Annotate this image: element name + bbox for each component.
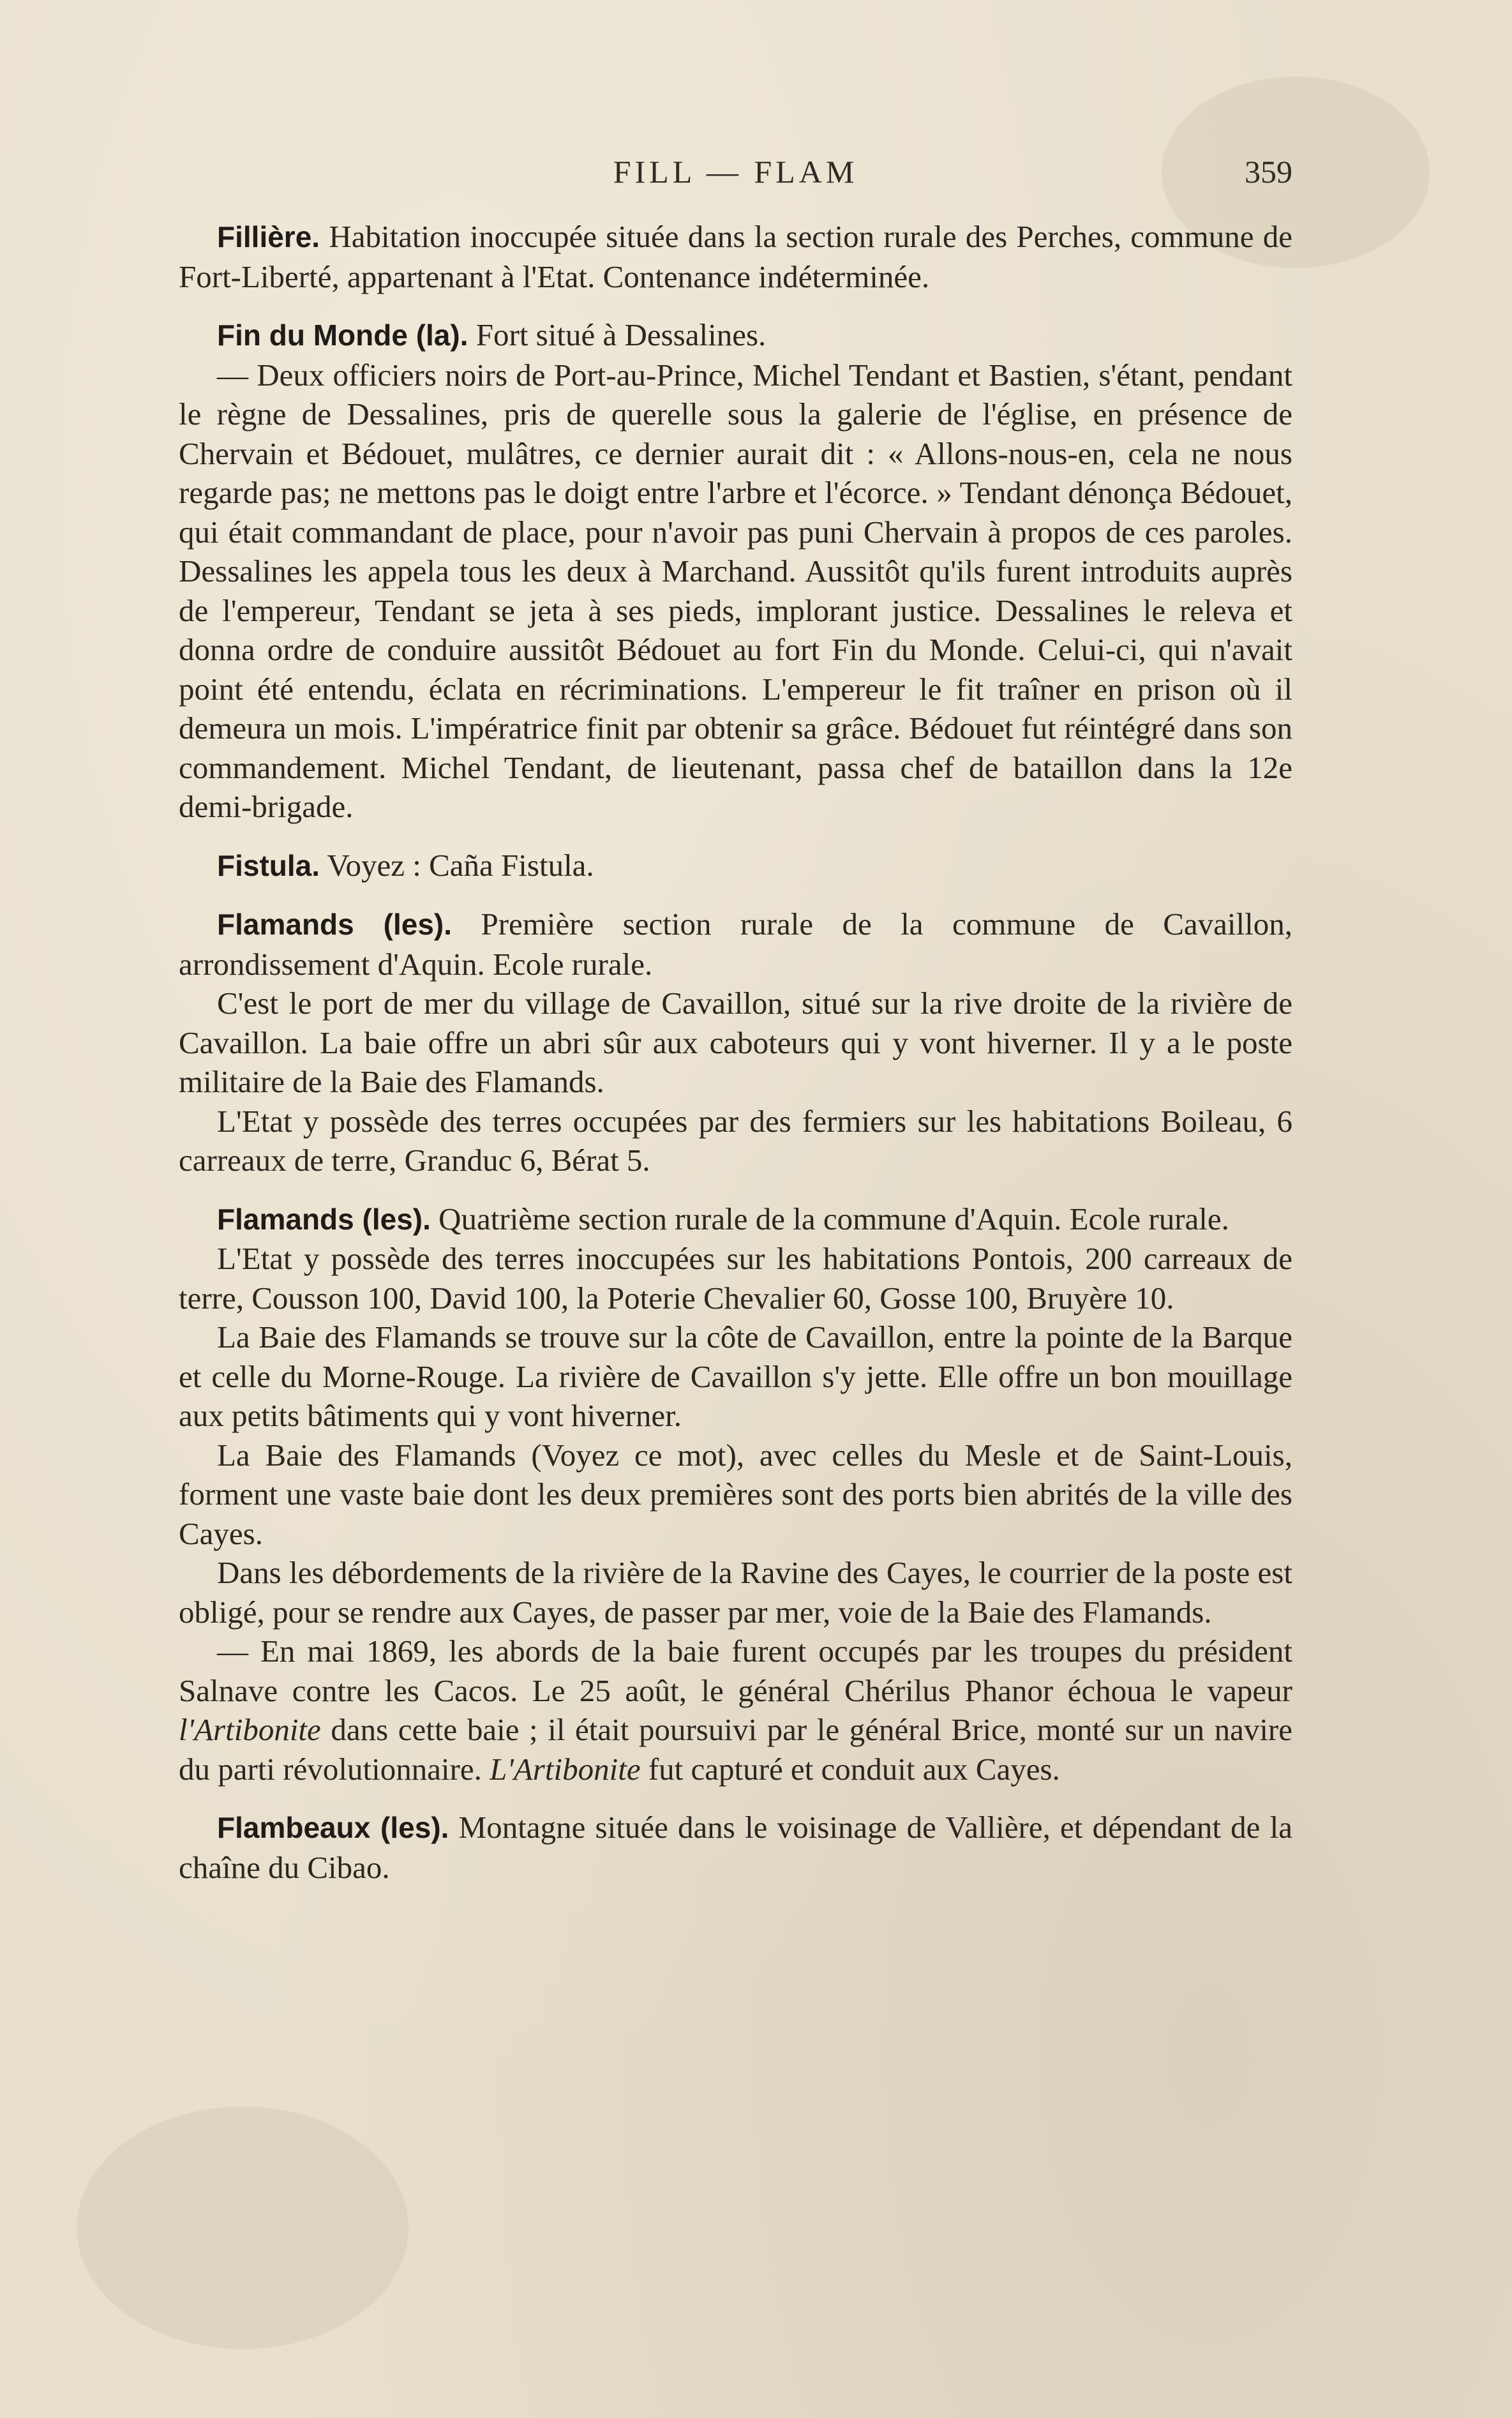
ship-name: l'Artibonite (179, 1712, 321, 1747)
entry-text: Quatrième section rurale de la commune d'Aquin. Ecole rurale. (438, 1201, 1229, 1236)
headword: Fillière. (217, 220, 320, 253)
entry-text: Première section rurale de la commune de Cavaillon, arrondissement d'Aquin. Ecole rurale. (179, 906, 1292, 982)
paper-stain (77, 2106, 408, 2349)
entry-fistula (179, 846, 1292, 886)
entry-text: dans cette baie ; il était poursuivi par le général Brice, monté sur un navire du parti révolutionnaire. (179, 1712, 1292, 1787)
page-header (179, 153, 1292, 198)
entry-paragraph (179, 1632, 1292, 1789)
entry-paragraph: — Deux officiers noirs de Port-au-Prince, Michel Tendant et Bastien, s'étant, pendant le règne de Dessalines, pris de querelle sous la galerie de l'église, en présence de Chervain et Bédouet, mulâtres, ce dernier aurait dit : « Allons-nous-en, cela ne nous regarde pas; ne mettons pas le doigt entre l'arbre et l'écorce. » Tendant dénonça Bédouet, qui était commandant de place, pour n'avoir pas puni Chervain à propos de ces paroles. Dessalines les appela tous les deux à Marchand. Aussitôt qu'ils furent introduits auprès de l'empereur, Tendant se jeta à ses pieds, implorant justice. Dessalines le releva et donna ordre de conduire aussitôt Bédouet au fort Fin du Monde. Celui-ci, qui n'avait point été entendu, éclata en récriminations. L'empereur le fit traîner en prison où il demeura un mois. L'impératrice finit par obtenir sa grâce. Bédouet fut réintégré dans son commandement. Michel Tendant, de lieutenant, passa chef de bataillon dans la 12e demi-brigade. (179, 357, 1292, 824)
headword: Fin du Monde (la). (217, 319, 468, 352)
entry-paragraph: La Baie des Flamands (Voyez ce mot), avec celles du Mesle et de Saint-Louis, forment une vaste baie dont les deux premières sont des ports bien abrités de la ville des Cayes. (179, 1437, 1292, 1551)
entry-paragraph: C'est le port de mer du village de Cavaillon, situé sur la rive droite de la rivière de Cavaillon. La baie offre un abri sûr aux caboteurs qui y vont hiverner. Il y a le poste militaire de la Baie des Flamands. (179, 986, 1292, 1099)
entry-flamands-aquin (179, 1199, 1292, 1789)
entry-paragraph (179, 905, 1292, 984)
dictionary-body (179, 217, 1292, 1906)
entry-paragraph (179, 1199, 1292, 1240)
entry-paragraph (179, 315, 1292, 356)
entry-paragraph (179, 846, 1292, 886)
entry-filliere (179, 217, 1292, 296)
entry-paragraph: Dans les débordements de la rivière de la Ravine des Cayes, le courrier de la poste est obligé, pour se rendre aux Cayes, de passer par mer, voie de la Baie des Flamands. (179, 1555, 1292, 1630)
entry-paragraph (179, 217, 1292, 296)
page-number: 359 (1245, 154, 1292, 190)
entry-flambeaux (179, 1808, 1292, 1887)
entry-paragraph: L'Etat y possède des terres inoccupées sur les habitations Pontois, 200 carreaux de terre, Cousson 100, David 100, la Poterie Chevalier 60, Gosse 100, Bruyère 10. (179, 1241, 1292, 1316)
headword: Fistula. (217, 848, 320, 882)
running-head: FILL — FLAM (613, 154, 858, 190)
entry-text: Montagne située dans le voisinage de Vallière, et dépendant de la chaîne du Cibao. (179, 1810, 1293, 1885)
headword: Flambeaux (les). (217, 1811, 449, 1844)
entry-paragraph: L'Etat y possède des terres occupées par des fermiers sur les habitations Boileau, 6 carreaux de terre, Granduc 6, Bérat 5. (179, 1103, 1292, 1178)
entry-text: Voyez : Caña Fistula. (327, 847, 594, 883)
entry-text: — En mai 1869, les abords de la baie furent occupés par les troupes du président Salnave contre les Cacos. Le 25 août, le général Chérilus Phanor échoua le vapeur (179, 1633, 1292, 1708)
entry-text: fut capturé et conduit aux Cayes. (640, 1751, 1060, 1787)
entry-text: Fort situé à Dessalines. (475, 317, 767, 352)
entry-text: Habitation inoccupée située dans la section rurale des Perches, commune de Fort-Liberté, appartenant à l'Etat. Contenance indéterminée. (179, 219, 1292, 294)
entry-paragraph: La Baie des Flamands se trouve sur la côte de Cavaillon, entre la pointe de la Barque et celle du Morne-Rouge. La rivière de Cavaillon s'y jette. Elle offre un bon mouillage aux petits bâtiments qui y vont hiverner. (179, 1319, 1292, 1433)
entry-fin-du-monde (179, 315, 1292, 827)
ship-name: L'Artibonite (490, 1751, 641, 1787)
entry-flamands-cavaillon (179, 905, 1292, 1180)
entry-paragraph (179, 1808, 1292, 1887)
headword: Flamands (les). (217, 908, 453, 941)
headword: Flamands (les). (217, 1202, 431, 1236)
